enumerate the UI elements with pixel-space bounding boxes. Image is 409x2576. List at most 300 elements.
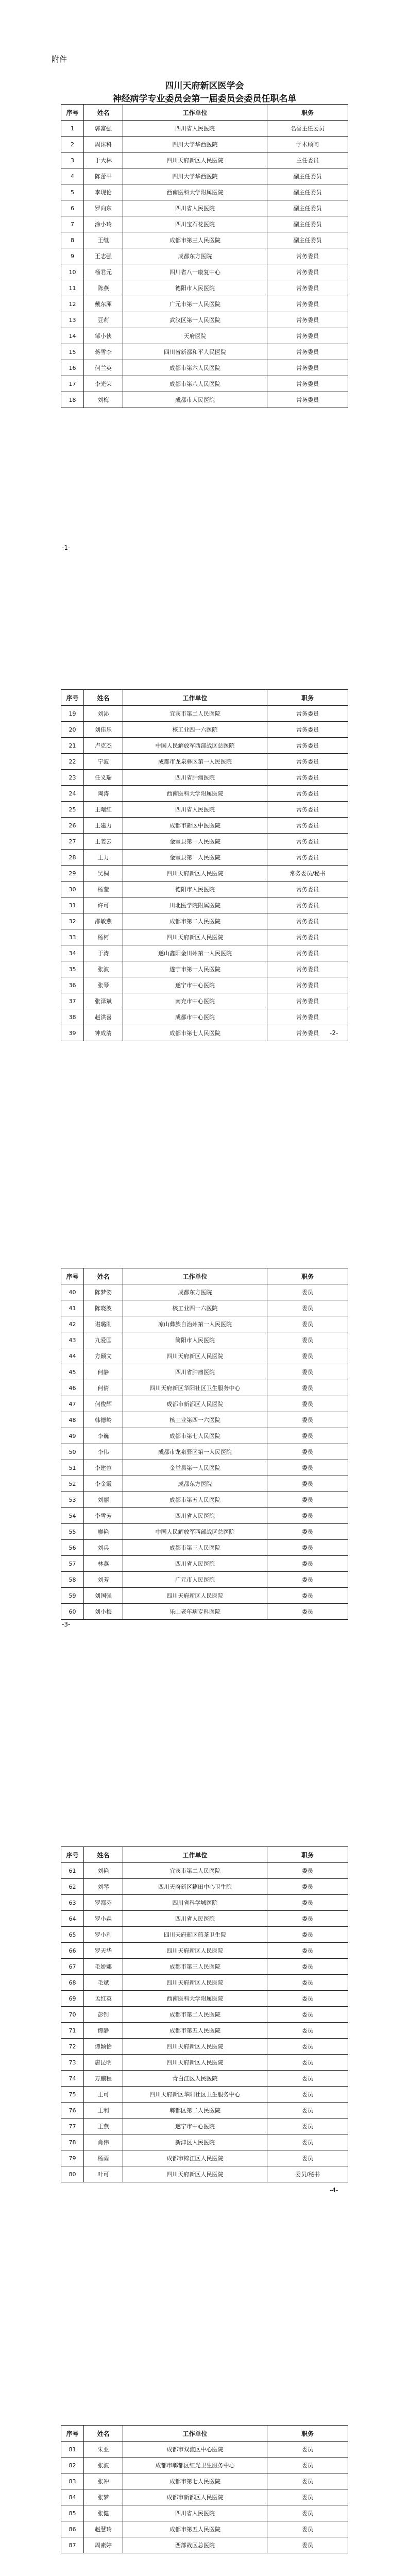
seq-header: 序号	[61, 1847, 84, 1863]
unit-cell: 四川天府新区华阳社区卫生服务中心	[123, 1380, 267, 1396]
table-row	[61, 1460, 348, 1476]
role-cell: 名誉主任委员	[267, 121, 348, 137]
seq-cell: 56	[61, 1540, 84, 1556]
unit-cell: 成都东方医院	[123, 248, 267, 264]
seq-cell: 21	[61, 738, 84, 754]
role-cell: 常务委员	[267, 344, 348, 360]
role-cell: 委员	[267, 2442, 348, 2458]
unit-cell: 四川省新都和平人民医院	[123, 344, 267, 360]
name-cell: 唐昆明	[84, 2055, 123, 2071]
table-header-row	[61, 1268, 348, 1284]
table-row	[61, 2521, 348, 2537]
seq-cell: 50	[61, 1444, 84, 1460]
unit-cell: 成都市第五人民医院	[123, 2023, 267, 2039]
seq-cell: 19	[61, 706, 84, 722]
seq-cell: 1	[61, 121, 84, 137]
seq-cell: 70	[61, 2007, 84, 2023]
seq-cell: 39	[61, 1025, 84, 1041]
table-row	[61, 1524, 348, 1540]
unit-cell: 遂宁市中心医院	[123, 2119, 267, 2134]
role-cell: 委员	[267, 1492, 348, 1508]
unit-cell: 四川天府新区人民医院	[123, 866, 267, 882]
table-row	[61, 2071, 348, 2087]
name-cell: 李金霞	[84, 1476, 123, 1492]
unit-cell: 四川天府新区煎茶卫生院	[123, 1927, 267, 1943]
name-cell: 刘艳	[84, 1863, 123, 1879]
name-cell: 王可	[84, 2087, 123, 2103]
seq-cell: 27	[61, 834, 84, 850]
table-row	[61, 2537, 348, 2553]
name-cell: 吴桐	[84, 866, 123, 882]
name-cell: 周沫科	[84, 137, 123, 152]
table-row	[61, 152, 348, 168]
unit-cell: 成都市第二人民医院	[123, 2007, 267, 2023]
seq-cell: 32	[61, 913, 84, 929]
roster-table	[61, 1268, 348, 1620]
name-cell: 何静	[84, 1364, 123, 1380]
role-cell: 委员	[267, 1556, 348, 1572]
role-cell: 委员	[267, 2039, 348, 2055]
name-cell: 蒋雪李	[84, 344, 123, 360]
seq-cell: 34	[61, 945, 84, 961]
seq-cell: 35	[61, 961, 84, 977]
name-cell: 许可	[84, 897, 123, 913]
table-row	[61, 1025, 348, 1041]
unit-cell: 四川省科学城医院	[123, 1895, 267, 1911]
seq-cell: 66	[61, 1943, 84, 1959]
seq-cell: 68	[61, 1975, 84, 1991]
role-cell: 委员	[267, 2489, 348, 2505]
name-cell: 谌璐刚	[84, 1316, 123, 1332]
table-row	[61, 232, 348, 248]
role-header: 职务	[267, 1847, 348, 1863]
name-cell: 罗向东	[84, 200, 123, 216]
seq-cell: 5	[61, 184, 84, 200]
seq-cell: 86	[61, 2521, 84, 2537]
name-cell: 刘梅	[84, 392, 123, 408]
seq-header: 序号	[61, 2426, 84, 2442]
name-cell: 王力	[84, 850, 123, 866]
seq-cell: 25	[61, 802, 84, 818]
role-cell: 委员	[267, 1879, 348, 1895]
table-row	[61, 866, 348, 882]
table-row	[61, 1380, 348, 1396]
unit-cell: 西南医科大学附属医院	[123, 184, 267, 200]
role-cell: 常务委员	[267, 360, 348, 376]
seq-cell: 40	[61, 1284, 84, 1300]
role-cell: 委员	[267, 1380, 348, 1396]
role-cell: 委员	[267, 1604, 348, 1620]
name-cell: 毛斌	[84, 1975, 123, 1991]
name-cell: 谭静	[84, 2023, 123, 2039]
seq-cell: 2	[61, 137, 84, 152]
name-cell: 赵慧玲	[84, 2521, 123, 2537]
table-row	[61, 1588, 348, 1604]
seq-cell: 26	[61, 818, 84, 834]
role-cell: 常务委员	[267, 850, 348, 866]
name-cell: 赵洪喜	[84, 1009, 123, 1025]
seq-cell: 75	[61, 2087, 84, 2103]
role-cell: 委员	[267, 2473, 348, 2489]
name-cell: 万鹏程	[84, 2071, 123, 2087]
role-cell: 委员	[267, 2458, 348, 2473]
seq-cell: 51	[61, 1460, 84, 1476]
unit-cell: 中国人民解放军西部战区总医院	[123, 738, 267, 754]
table-row	[61, 264, 348, 280]
role-cell: 委员	[267, 1460, 348, 1476]
table-row	[61, 2458, 348, 2473]
table-row	[61, 1959, 348, 1975]
name-cell: 朱亚	[84, 2442, 123, 2458]
unit-cell: 成都市第七人民医院	[123, 1025, 267, 1041]
seq-cell: 23	[61, 770, 84, 786]
unit-header: 工作单位	[123, 1847, 267, 1863]
table-row	[61, 2055, 348, 2071]
role-cell: 委员	[267, 1508, 348, 1524]
seq-cell: 72	[61, 2039, 84, 2055]
role-cell: 委员	[267, 2087, 348, 2103]
table-row	[61, 1863, 348, 1879]
seq-cell: 57	[61, 1556, 84, 1572]
name-header: 姓名	[84, 1847, 123, 1863]
role-cell: 委员	[267, 1364, 348, 1380]
role-cell: 常务委员	[267, 802, 348, 818]
role-cell: 委员	[267, 1911, 348, 1927]
seq-cell: 9	[61, 248, 84, 264]
name-cell: 何兰英	[84, 360, 123, 376]
unit-cell: 成都市双流区中心医院	[123, 2442, 267, 2458]
name-cell: 王建力	[84, 818, 123, 834]
role-cell: 常务委员	[267, 280, 348, 296]
unit-cell: 青白江区人民医院	[123, 2071, 267, 2087]
unit-cell: 宜宾市第二人民医院	[123, 706, 267, 722]
role-cell: 常务委员	[267, 312, 348, 328]
role-cell: 委员	[267, 1428, 348, 1444]
unit-cell: 四川省人民医院	[123, 1911, 267, 1927]
unit-cell: 四川大学华西医院	[123, 137, 267, 152]
name-cell: 李雪芳	[84, 1508, 123, 1524]
name-cell: 李巍	[84, 1428, 123, 1444]
role-cell: 委员	[267, 1284, 348, 1300]
role-cell: 委员	[267, 2103, 348, 2119]
role-cell: 委员	[267, 1588, 348, 1604]
name-cell: 张波	[84, 961, 123, 977]
unit-cell: 宜宾市第二人民医院	[123, 1863, 267, 1879]
unit-cell: 四川大学华西医院	[123, 168, 267, 184]
name-header: 姓名	[84, 690, 123, 706]
unit-cell: 成都市龙泉驿区第一人民医院	[123, 754, 267, 770]
table-row	[61, 1975, 348, 1991]
unit-cell: 成都市第八人民医院	[123, 376, 267, 392]
role-cell: 委员	[267, 2537, 348, 2553]
name-header: 姓名	[84, 105, 123, 121]
role-cell: 委员	[267, 1943, 348, 1959]
name-cell: 张泽斌	[84, 993, 123, 1009]
unit-header: 工作单位	[123, 1268, 267, 1284]
seq-cell: 81	[61, 2442, 84, 2458]
seq-cell: 44	[61, 1348, 84, 1364]
seq-cell: 82	[61, 2458, 84, 2473]
seq-cell: 41	[61, 1300, 84, 1316]
table-row	[61, 945, 348, 961]
name-cell: 廖艳	[84, 1524, 123, 1540]
table-row	[61, 961, 348, 977]
table-row	[61, 2150, 348, 2166]
unit-cell: 核工业四一六医院	[123, 1300, 267, 1316]
table-row	[61, 296, 348, 312]
page-1	[0, 0, 409, 579]
seq-cell: 45	[61, 1364, 84, 1380]
role-cell: 委员	[267, 1572, 348, 1588]
role-header: 职务	[267, 105, 348, 121]
table-row	[61, 312, 348, 328]
table-row	[61, 1927, 348, 1943]
unit-cell: 四川省人民医院	[123, 1508, 267, 1524]
page-number: -3-	[62, 1621, 71, 1628]
seq-cell: 16	[61, 360, 84, 376]
name-cell: 毛娇娜	[84, 1959, 123, 1975]
unit-header: 工作单位	[123, 105, 267, 121]
table-row	[61, 1943, 348, 1959]
table-row	[61, 1911, 348, 1927]
seq-cell: 87	[61, 2537, 84, 2553]
name-cell: 陈梦姿	[84, 1284, 123, 1300]
name-cell: 任义瑞	[84, 770, 123, 786]
name-cell: 王志强	[84, 248, 123, 264]
table-row	[61, 1412, 348, 1428]
role-cell: 常务委员	[267, 929, 348, 945]
table-header-row	[61, 2426, 348, 2442]
table-row	[61, 1604, 348, 1620]
table-row	[61, 360, 348, 376]
role-cell: 委员	[267, 2119, 348, 2134]
unit-header: 工作单位	[123, 2426, 267, 2442]
unit-cell: 四川天府新区人民医院	[123, 1588, 267, 1604]
name-cell: 谭颖怡	[84, 2039, 123, 2055]
name-cell: 陶涛	[84, 786, 123, 802]
role-cell: 副主任委员	[267, 184, 348, 200]
name-cell: 杨君元	[84, 264, 123, 280]
role-cell: 委员	[267, 2134, 348, 2150]
seq-cell: 49	[61, 1428, 84, 1444]
role-cell: 委员	[267, 2521, 348, 2537]
seq-cell: 7	[61, 216, 84, 232]
role-cell: 委员	[267, 2071, 348, 2087]
seq-cell: 60	[61, 1604, 84, 1620]
unit-cell: 成都市第五人民医院	[123, 2521, 267, 2537]
name-cell: 刘国强	[84, 1588, 123, 1604]
name-cell: 刘芳	[84, 1572, 123, 1588]
seq-header: 序号	[61, 1268, 84, 1284]
role-cell: 常务委员	[267, 392, 348, 408]
seq-cell: 30	[61, 882, 84, 897]
seq-cell: 18	[61, 392, 84, 408]
name-cell: 李现伦	[84, 184, 123, 200]
role-cell: 常务委员	[267, 328, 348, 344]
role-cell: 委员	[267, 1444, 348, 1460]
seq-cell: 22	[61, 754, 84, 770]
role-header: 职务	[267, 690, 348, 706]
seq-cell: 58	[61, 1572, 84, 1588]
name-cell: 罗天华	[84, 1943, 123, 1959]
roster-table	[61, 104, 348, 408]
table-row	[61, 929, 348, 945]
name-cell: 方颖文	[84, 1348, 123, 1364]
unit-cell: 遂宁市中心医院	[123, 977, 267, 993]
unit-cell: 四川省人民医院	[123, 2505, 267, 2521]
page-4	[0, 1736, 409, 2314]
name-cell: 韩德岭	[84, 1412, 123, 1428]
page-5	[0, 2314, 409, 2576]
name-cell: 邹小侠	[84, 328, 123, 344]
role-header: 职务	[267, 2426, 348, 2442]
seq-cell: 28	[61, 850, 84, 866]
role-cell: 委员	[267, 1300, 348, 1316]
roster-table	[61, 689, 348, 1041]
name-cell: 刘小梅	[84, 1604, 123, 1620]
name-cell: 何倩	[84, 1380, 123, 1396]
seq-cell: 74	[61, 2071, 84, 2087]
unit-cell: 简阳市人民医院	[123, 1332, 267, 1348]
unit-cell: 四川天府新区人民医院	[123, 2039, 267, 2055]
table-row	[61, 1396, 348, 1412]
attachment-label: 附件	[52, 55, 67, 64]
seq-cell: 84	[61, 2489, 84, 2505]
seq-cell: 64	[61, 1911, 84, 1927]
name-cell: 王利	[84, 2103, 123, 2119]
unit-cell: 成都市第二人民医院	[123, 913, 267, 929]
name-header: 姓名	[84, 1268, 123, 1284]
unit-cell: 成都市锦江区人民医院	[123, 2150, 267, 2166]
table-row	[61, 280, 348, 296]
role-cell: 委员	[267, 1540, 348, 1556]
name-cell: 刘兵	[84, 1540, 123, 1556]
name-cell: 林燕	[84, 1556, 123, 1572]
unit-cell: 遂山鑫阳金川州第一人民医院	[123, 945, 267, 961]
role-cell: 委员/秘书	[267, 2166, 348, 2182]
name-cell: 杨柯	[84, 929, 123, 945]
name-cell: 邵敏燕	[84, 913, 123, 929]
seq-cell: 62	[61, 1879, 84, 1895]
name-cell: 陈蕾平	[84, 168, 123, 184]
seq-cell: 65	[61, 1927, 84, 1943]
role-cell: 委员	[267, 1316, 348, 1332]
table-header-row	[61, 1847, 348, 1863]
seq-cell: 29	[61, 866, 84, 882]
unit-cell: 西部战区总医院	[123, 2537, 267, 2553]
table-row	[61, 802, 348, 818]
name-cell: 张健	[84, 2505, 123, 2521]
seq-cell: 54	[61, 1508, 84, 1524]
unit-cell: 郫都区第二人民医院	[123, 2103, 267, 2119]
seq-cell: 73	[61, 2055, 84, 2071]
table-row	[61, 1476, 348, 1492]
table-row	[61, 121, 348, 137]
name-cell: 王燕	[84, 2119, 123, 2134]
role-cell: 常务委员	[267, 296, 348, 312]
role-cell: 常务委员	[267, 961, 348, 977]
role-cell: 副主任委员	[267, 200, 348, 216]
unit-cell: 川北医学院附属医院	[123, 897, 267, 913]
table-row	[61, 1508, 348, 1524]
unit-cell: 南充市中心医院	[123, 993, 267, 1009]
unit-header: 工作单位	[123, 690, 267, 706]
role-cell: 常务委员	[267, 834, 348, 850]
unit-cell: 四川天府新区人民医院	[123, 1975, 267, 1991]
unit-cell: 金堂县第一人民医院	[123, 834, 267, 850]
unit-cell: 四川宝石花医院	[123, 216, 267, 232]
role-cell: 常务委员	[267, 945, 348, 961]
role-cell: 副主任委员	[267, 168, 348, 184]
table-row	[61, 2103, 348, 2119]
table-row	[61, 850, 348, 866]
unit-cell: 成都市第七人民医院	[123, 1428, 267, 1444]
name-cell: 钟成清	[84, 1025, 123, 1041]
table-row	[61, 2505, 348, 2521]
page-number: -2-	[330, 1029, 338, 1037]
role-cell: 委员	[267, 2007, 348, 2023]
unit-cell: 遂宁市第一人民医院	[123, 961, 267, 977]
name-cell: 刘沁	[84, 706, 123, 722]
table-row	[61, 2087, 348, 2103]
unit-cell: 核工业四一六医院	[123, 722, 267, 738]
table-row	[61, 1348, 348, 1364]
table-row	[61, 376, 348, 392]
org-title: 四川天府新区医学会	[165, 81, 244, 91]
unit-cell: 四川省人民医院	[123, 200, 267, 216]
table-row	[61, 913, 348, 929]
unit-cell: 四川省肿瘤医院	[123, 1364, 267, 1380]
name-cell: 何俊辉	[84, 1396, 123, 1412]
seq-cell: 11	[61, 280, 84, 296]
name-cell: 张琴	[84, 977, 123, 993]
role-header: 职务	[267, 1268, 348, 1284]
seq-cell: 76	[61, 2103, 84, 2119]
seq-cell: 10	[61, 264, 84, 280]
unit-cell: 广元市人民医院	[123, 1572, 267, 1588]
name-cell: 郭富强	[84, 121, 123, 137]
unit-cell: 四川省肿瘤医院	[123, 770, 267, 786]
name-cell: 杨雨	[84, 2150, 123, 2166]
name-cell: 罗小森	[84, 1911, 123, 1927]
seq-header: 序号	[61, 105, 84, 121]
role-cell: 委员	[267, 1412, 348, 1428]
role-cell: 常务委员	[267, 264, 348, 280]
role-cell: 常务委员	[267, 913, 348, 929]
name-cell: 张波	[84, 2458, 123, 2473]
table-row	[61, 248, 348, 264]
table-row	[61, 754, 348, 770]
table-row	[61, 1492, 348, 1508]
seq-cell: 3	[61, 152, 84, 168]
name-cell: 王继	[84, 232, 123, 248]
seq-cell: 24	[61, 786, 84, 802]
unit-cell: 成都市第七人民医院	[123, 2473, 267, 2489]
name-cell: 于涛	[84, 945, 123, 961]
unit-cell: 金堂县第一人民医院	[123, 1460, 267, 1476]
unit-cell: 西南医科大学附属医院	[123, 1991, 267, 2007]
table-row	[61, 818, 348, 834]
table-header-row	[61, 690, 348, 706]
table-row	[61, 2119, 348, 2134]
role-cell: 委员	[267, 2150, 348, 2166]
name-cell: 陈晓波	[84, 1300, 123, 1316]
name-cell: 卢克杰	[84, 738, 123, 754]
table-row	[61, 328, 348, 344]
seq-cell: 80	[61, 2166, 84, 2182]
unit-cell: 四川天府新区人民医院	[123, 1348, 267, 1364]
role-cell: 常务委员/秘书	[267, 866, 348, 882]
